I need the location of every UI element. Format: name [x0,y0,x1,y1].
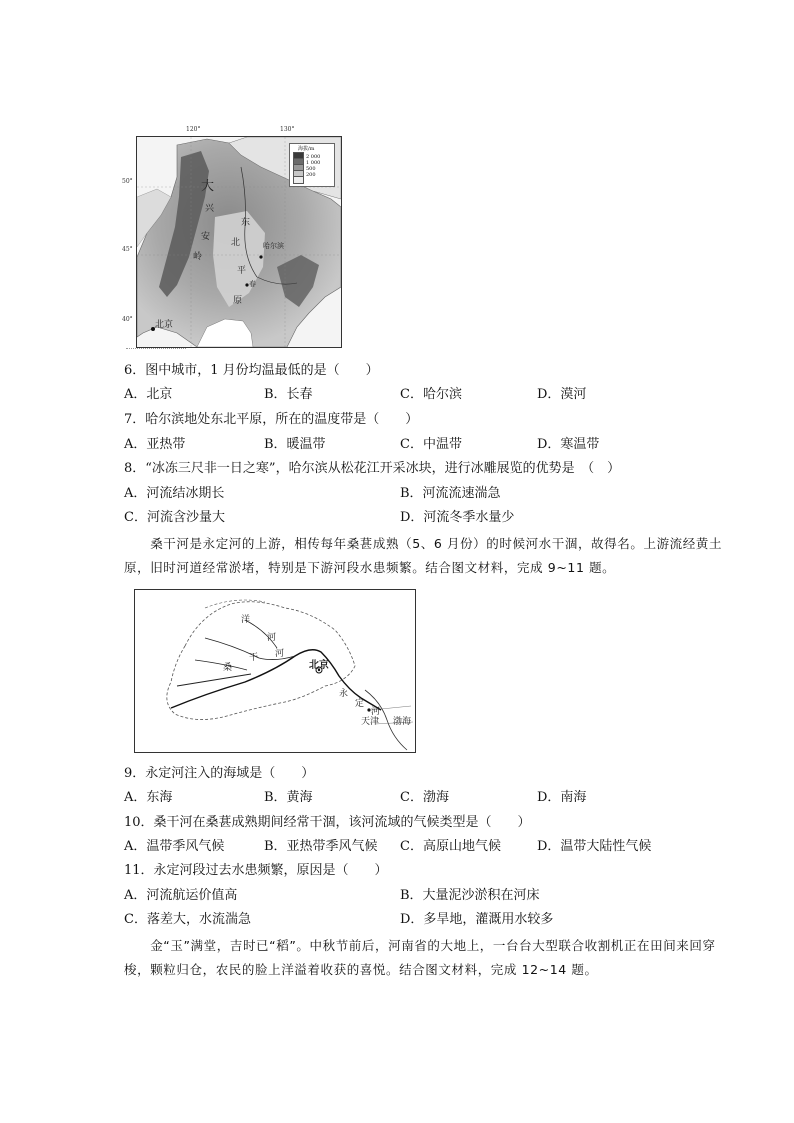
longitude-label-120: 120° [186,126,201,133]
q7-option-c[interactable]: C．中温带 [400,437,462,452]
river-basin-drawing [135,590,415,752]
q6-option-d[interactable]: D．漠河 [537,387,587,402]
map2-label-he-1: 河 [267,633,277,643]
q11-option-a[interactable]: A．河流航运价值高 [124,888,238,903]
q8-option-b[interactable]: B．河流流速湍急 [400,486,501,501]
q9-option-c[interactable]: C．渤海 [400,790,449,805]
q9-option-d[interactable]: D．南海 [537,790,587,805]
map1-frame [136,136,342,348]
question-6-stem: 6．图中城市，1 月份均温最低的是（ ） [124,363,379,378]
legend-level: 200 [306,172,316,178]
q9-option-a[interactable]: A．东海 [124,790,173,805]
latitude-label-50: 50° [122,178,133,185]
question-11-stem: 11．永定河段过去水患频繁，原因是（ ） [124,863,388,878]
map2-label-ding: 定 [355,699,365,709]
map-caption-rule [126,348,186,351]
passage-1-line-1: 桑干河是永定河的上游，相传每年桑葚成熟（5、6 月份）的时候河水干涸，故得名。上游流经黄土 [124,536,723,551]
map2-label-bohai: 渤海 [393,717,412,727]
latitude-label-40: 40° [122,316,133,323]
passage-2-line-1: 金“玉”满堂，吉时已“稻”。中秋节前后，河南省的大地上，一台台大型联合收割机正在田间来回穿 [124,938,716,953]
q6-option-b[interactable]: B．长春 [264,387,313,402]
q7-option-b[interactable]: B．暖温带 [264,437,326,452]
q9-option-b[interactable]: B．黄海 [264,790,313,805]
elevation-legend [289,143,335,187]
map-label-yuan: 原 [233,296,243,306]
map2-label-gan: 干 [249,653,259,663]
legend-title: 海拔/m [298,146,315,152]
passage-2-line-2: 梭，颗粒归仓，农民的脸上洋溢着收获的喜悦。结合图文材料，完成 12~14 题。 [124,962,598,977]
map-label-harbin: 哈尔滨 [263,242,284,250]
q6-option-c[interactable]: C．哈尔滨 [400,387,462,402]
map-label-bei: 北 [231,238,241,248]
map-label-xing: 兴 [205,204,215,214]
q10-option-a[interactable]: A．温带季风气候 [124,839,225,854]
legend-level: 1 000 [306,160,321,166]
q10-option-d[interactable]: D．温带大陆性气候 [537,839,652,854]
q10-option-c[interactable]: C．高原山地气候 [400,839,501,854]
legend-level: 2 000 [306,154,321,160]
map-label-dong: 东 [241,218,251,228]
q8-option-d[interactable]: D．河流冬季水量少 [400,510,515,525]
longitude-label-130: 130° [280,126,295,133]
q6-option-a[interactable]: A．北京 [124,387,173,402]
legend-swatch [293,176,304,184]
legend-level: 500 [306,166,316,172]
map-label-ping: 平 [237,266,247,276]
map-label-chun: 春 [249,280,256,288]
map2-label-yang: 洋 [241,615,251,625]
q11-option-c[interactable]: C．落差大，水流湍急 [124,912,251,927]
q7-option-a[interactable]: A．亚热带 [124,437,186,452]
map2-label-he-3: 河 [371,707,381,717]
map-label-an: 安 [201,232,211,242]
map-label-da: 大 [201,179,215,194]
q11-option-b[interactable]: B．大量泥沙淤积在河床 [400,888,540,903]
q11-option-d[interactable]: D．多旱地，灌溉用水较多 [400,912,554,927]
passage-1-line-2: 原，旧时河道经常淤堵，特别是下游河段水患频繁。结合图文材料，完成 9~11 题。 [124,560,616,575]
question-9-stem: 9．永定河注入的海域是（ ） [124,766,315,781]
map2-label-he-2: 河 [275,649,285,659]
q8-option-c[interactable]: C．河流含沙量大 [124,510,225,525]
latitude-label-45: 45° [122,246,133,253]
question-7-stem: 7．哈尔滨地处东北平原，所在的温度带是（ ） [124,412,419,427]
northeast-china-relief-map [122,126,342,348]
map-label-ling: 岭 [193,252,203,262]
map-label-beijing: 北京 [155,320,174,330]
yongding-river-map [134,589,416,753]
map2-label-tianjin: 天津 [361,717,380,727]
map2-label-yong: 永 [339,689,349,699]
q10-option-b[interactable]: B．亚热带季风气候 [264,839,378,854]
q7-option-d[interactable]: D．寒温带 [537,437,600,452]
map2-label-sang: 桑 [223,663,233,673]
q8-option-a[interactable]: A．河流结冰期长 [124,486,225,501]
map2-label-beijing: 北京 [309,660,329,671]
question-8-stem: 8．“冰冻三尺非一日之寒”，哈尔滨从松花江开采冰块，进行冰雕展览的优势是 （ ） [124,461,621,476]
question-10-stem: 10．桑干河在桑葚成熟期间经常干涸，该河流域的气候类型是（ ） [124,815,531,830]
